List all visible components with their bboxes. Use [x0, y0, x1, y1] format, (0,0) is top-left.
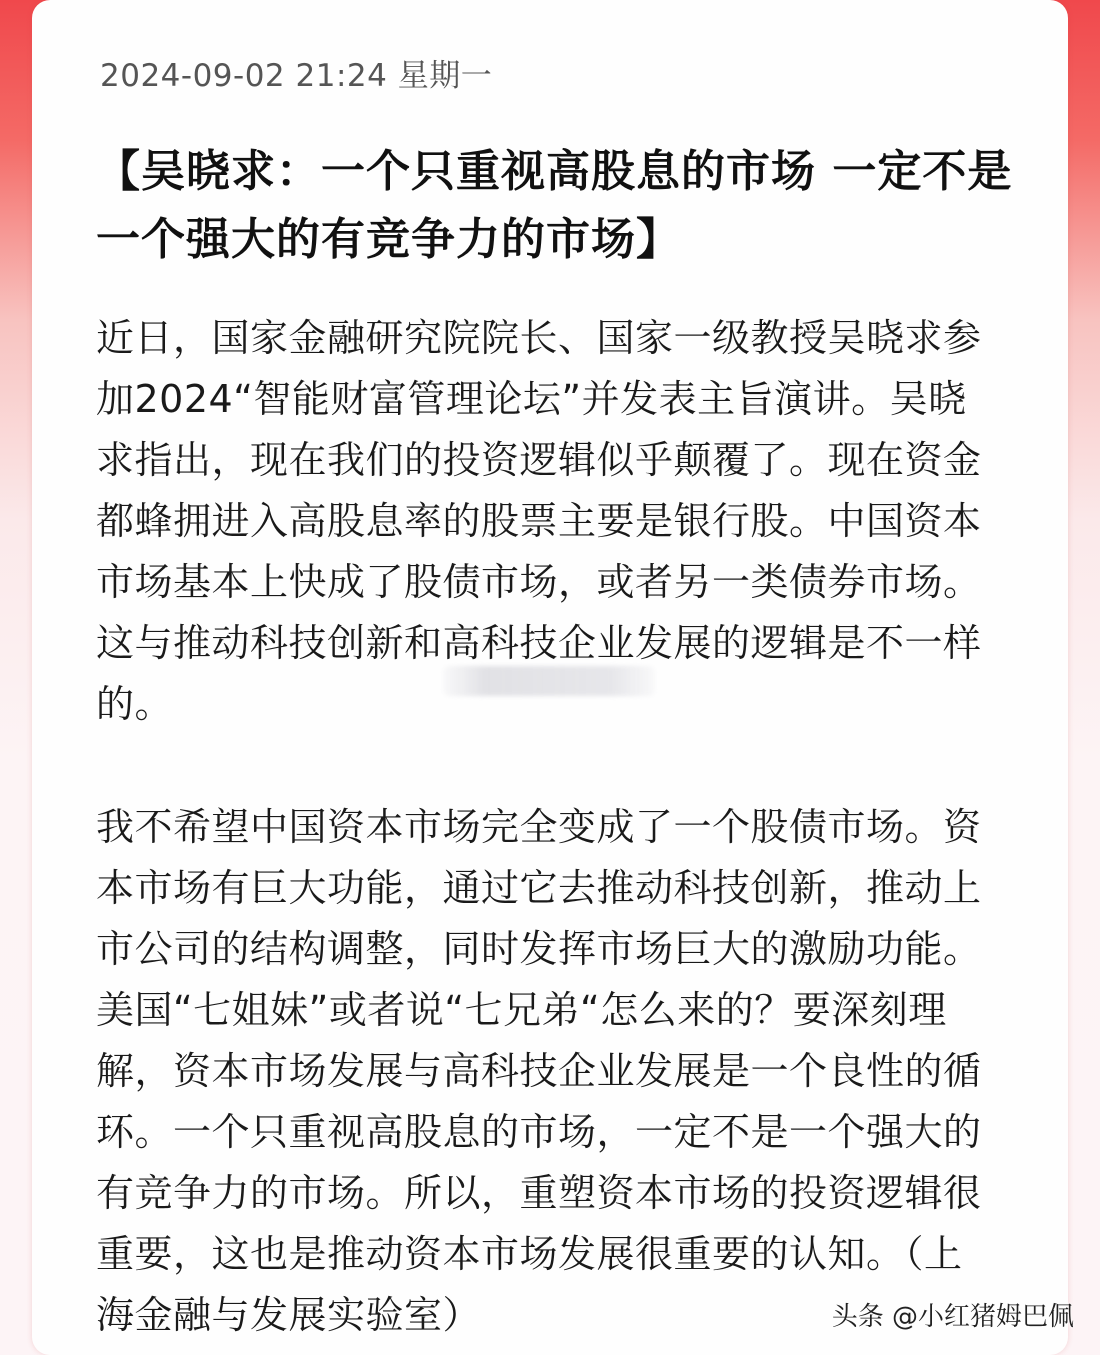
text-line: 我不希望中国资本市场完全变成了一个股债市场。资	[96, 805, 982, 849]
text-line: 有竞争力的市场。所以，重塑资本市场的投资逻辑很	[96, 1171, 982, 1215]
text-line: 重要，这也是推动资本市场发展很重要的认知。（上	[96, 1232, 963, 1276]
text-line: 这与推动科技创新和高科技企业发展的逻辑是不一样	[96, 621, 982, 665]
text-line: 海金融与发展实验室）	[96, 1293, 482, 1337]
text-line: 解，资本市场发展与高科技企业发展是一个良性的循	[96, 1049, 982, 1093]
text-line: 求指出，现在我们的投资逻辑似乎颠覆了。现在资金	[96, 438, 982, 482]
post-timestamp: 2024-09-02 21:24 星期一	[100, 58, 493, 94]
text-line: 美国“七姐妹”或者说“七兄弟“怎么来的？要深刻理	[96, 988, 947, 1032]
text-line: 都蜂拥进入高股息率的股票主要是银行股。中国资本	[96, 499, 982, 543]
headline-line: 【吴晓求：一个只重视高股息的市场 一定不是	[96, 146, 1013, 197]
text-line: 近日，国家金融研究院院长、国家一级教授吴晓求参	[96, 316, 982, 360]
headline-line: 一个强大的有竞争力的市场】	[96, 214, 681, 265]
text-line: 本市场有巨大功能，通过它去推动科技创新，推动上	[96, 866, 982, 910]
text-line: 市公司的结构调整，同时发挥市场巨大的激励功能。	[96, 927, 982, 971]
text-line: 环。一个只重视高股息的市场，一定不是一个强大的	[96, 1110, 982, 1154]
watermark: 头条 @小红猪姆巴佩	[831, 1302, 1074, 1332]
text-line: 的。	[96, 682, 174, 726]
text-line: 加2024“智能财富管理论坛”并发表主旨演讲。吴晓	[96, 377, 967, 421]
paragraph-2	[96, 797, 1056, 1346]
blurred-text-artifact	[443, 666, 655, 696]
post-headline	[96, 138, 1086, 274]
text-line: 市场基本上快成了股债市场，或者另一类债券市场。	[96, 560, 982, 604]
